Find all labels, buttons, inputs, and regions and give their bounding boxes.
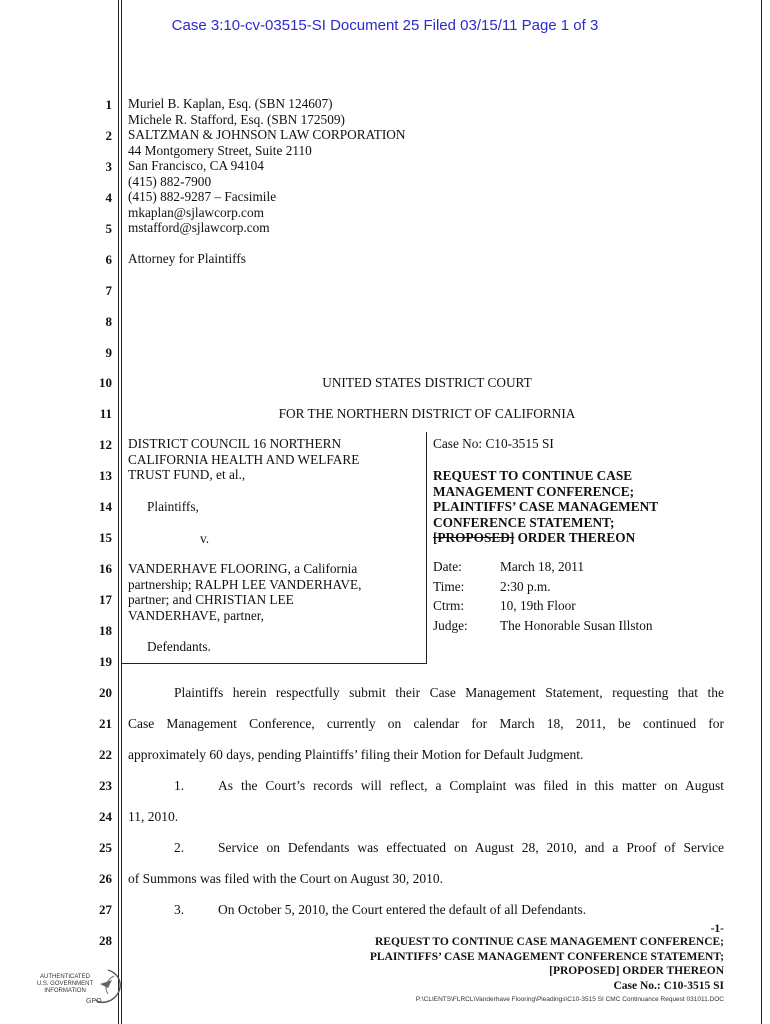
detail-label: Ctrm:: [433, 598, 465, 613]
paragraph-text: 11, 2010.: [128, 809, 179, 824]
attorney-email: mstafford@sjlawcorp.com: [128, 220, 270, 235]
line-number: 17: [99, 592, 112, 607]
defendant-name: partnership; RALPH LEE VANDERHAVE,: [128, 576, 362, 592]
hearing-details: [433, 557, 653, 635]
firm-city: San Francisco, CA 94104: [128, 158, 264, 173]
line-number: 28: [99, 933, 112, 948]
order-thereon: ORDER THEREON: [514, 530, 636, 545]
plaintiff-caption: [128, 436, 359, 483]
seal-line: AUTHENTICATED: [40, 974, 90, 980]
footer-line: REQUEST TO CONTINUE CASE MANAGEMENT CONFERENCE;: [375, 936, 724, 948]
intro-line: approximately 60 days, pending Plaintiffs’ filing their Motion for Default Judgment.: [128, 747, 584, 762]
document-title-line: [433, 530, 658, 546]
struck-proposed: [PROPOSED]: [433, 530, 515, 545]
detail-value: 10, 19th Floor: [500, 598, 576, 613]
line-number: 22: [99, 747, 112, 762]
detail-label: Judge:: [433, 617, 468, 633]
paragraph-text: of Summons was filed with the Court on August 30, 2010.: [128, 871, 443, 886]
line-number: 10: [99, 375, 112, 390]
attorney-name: Michele R. Stafford, Esq. (SBN 172509): [128, 111, 345, 127]
detail-label: Date:: [433, 559, 462, 574]
paragraph-text: Service on Defendants was effectuated on August 28, 2010, and a Proof of Service: [218, 840, 724, 855]
document-title-line: CONFERENCE STATEMENT;: [433, 514, 615, 530]
footer-title: [370, 935, 724, 993]
gpo-seal: [30, 966, 130, 1010]
seal-line: INFORMATION: [44, 988, 86, 994]
line-number: 16: [99, 561, 112, 576]
detail-value: 2:30 p.m.: [500, 578, 551, 594]
defendant-name: partner; and CHRISTIAN LEE: [128, 592, 294, 607]
firm-fax: (415) 882-9287 – Facsimile: [128, 189, 277, 204]
line-number: 3: [105, 159, 112, 174]
line-number: 15: [99, 530, 112, 545]
court-name: UNITED STATES DISTRICT COURT: [322, 375, 532, 390]
caption-divider: [426, 432, 427, 664]
seal-agency: GPO: [86, 998, 102, 1005]
attorney-name: Muriel B. Kaplan, Esq. (SBN 124607): [128, 96, 333, 111]
line-number: 25: [99, 840, 112, 855]
firm-name: SALTZMAN & JOHNSON LAW CORPORATION: [128, 127, 406, 142]
attorney-for: Attorney for Plaintiffs: [128, 251, 246, 266]
line-number: 2: [105, 128, 112, 143]
detail-date: [433, 557, 653, 577]
defendant-name: VANDERHAVE FLOORING, a California: [128, 561, 358, 576]
line-number: 19: [99, 654, 112, 669]
attorney-block: [128, 96, 405, 236]
defendants-label: Defendants.: [147, 639, 211, 654]
page-number: -1-: [710, 923, 724, 935]
plaintiff-name: DISTRICT COUNCIL 16 NORTHERN: [128, 436, 342, 451]
right-margin-rule: [761, 0, 762, 1024]
intro-line: Plaintiffs herein respectfully submit their Case Management Statement, requesting that the: [174, 685, 724, 700]
case-number: Case No: C10-3515 SI: [433, 436, 554, 451]
paragraph-text: On October 5, 2010, the Court entered the default of all Defendants.: [218, 902, 587, 917]
defendant-name: VANDERHAVE, partner,: [128, 607, 264, 623]
paragraph-number: 2.: [174, 840, 185, 855]
seal-line: U.S. GOVERNMENT: [36, 981, 94, 987]
line-number: 27: [99, 902, 112, 917]
line-number: 8: [105, 314, 112, 329]
caption-underline: [122, 663, 427, 664]
versus-label: v.: [200, 531, 210, 546]
line-number: 20: [99, 685, 112, 700]
detail-judge: [433, 616, 653, 636]
intro-line: Case Management Conference, currently on calendar for March 18, 2011, be continued for: [128, 716, 724, 731]
line-number: 11: [99, 406, 112, 421]
line-number: 9: [105, 345, 112, 360]
line-number: 18: [99, 623, 112, 638]
court-district: FOR THE NORTHERN DISTRICT OF CALIFORNIA: [278, 406, 576, 421]
line-number: 4: [105, 190, 112, 205]
line-number: 13: [99, 468, 112, 483]
document-title: [433, 468, 658, 546]
line-number: 21: [99, 716, 112, 731]
line-number: 7: [105, 283, 112, 298]
attorney-email: mkaplan@sjlawcorp.com: [128, 204, 264, 220]
line-number: 12: [99, 437, 112, 452]
line-number: 14: [99, 499, 112, 514]
plaintiffs-label: Plaintiffs,: [147, 499, 199, 514]
plaintiff-name: TRUST FUND, et al.,: [128, 467, 246, 482]
line-number: 5: [105, 221, 112, 236]
left-margin-rule-inner: [121, 0, 122, 1024]
document-title-line: MANAGEMENT CONFERENCE;: [433, 483, 635, 499]
line-number: 6: [105, 252, 112, 267]
line-number: 24: [99, 809, 112, 824]
firm-phone: (415) 882-7900: [128, 173, 212, 189]
paragraph-number: 3.: [174, 902, 185, 917]
detail-value: March 18, 2011: [500, 559, 585, 574]
firm-address: 44 Montgomery Street, Suite 2110: [128, 142, 312, 158]
seal-text: [36, 974, 94, 995]
footer-line: [PROPOSED] ORDER THEREON: [549, 965, 724, 977]
detail-label: Time:: [433, 578, 465, 594]
document-title-line: PLAINTIFFS’ CASE MANAGEMENT: [433, 499, 659, 514]
detail-time: [433, 577, 653, 597]
line-number: 1: [105, 97, 112, 112]
file-path: P:\CLIENTS\FLRCL\Vanderhave Flooring\Pleadings\C10-3515 SI CMC Continuance Request 031011.DOC: [415, 996, 724, 1003]
footer-line: Case No.: C10-3515 SI: [613, 979, 724, 992]
footer-line: PLAINTIFFS’ CASE MANAGEMENT CONFERENCE STATEMENT;: [369, 950, 724, 963]
paragraph-number: 1.: [174, 778, 185, 793]
document-title-line: REQUEST TO CONTINUE CASE: [433, 468, 633, 483]
detail-courtroom: [433, 596, 653, 616]
detail-value: The Honorable Susan Illston: [500, 617, 653, 633]
line-number: 26: [99, 871, 112, 886]
line-number: 23: [99, 778, 112, 793]
defendant-caption: [128, 561, 361, 623]
paragraph-text: As the Court’s records will reflect, a Complaint was filed in this matter on August: [218, 778, 724, 793]
plaintiff-name: CALIFORNIA HEALTH AND WELFARE: [128, 451, 360, 467]
left-margin-rule: [118, 0, 119, 1024]
filing-stamp: Case 3:10-cv-03515-SI Document 25 Filed 03/15/11 Page 1 of 3: [171, 17, 599, 34]
